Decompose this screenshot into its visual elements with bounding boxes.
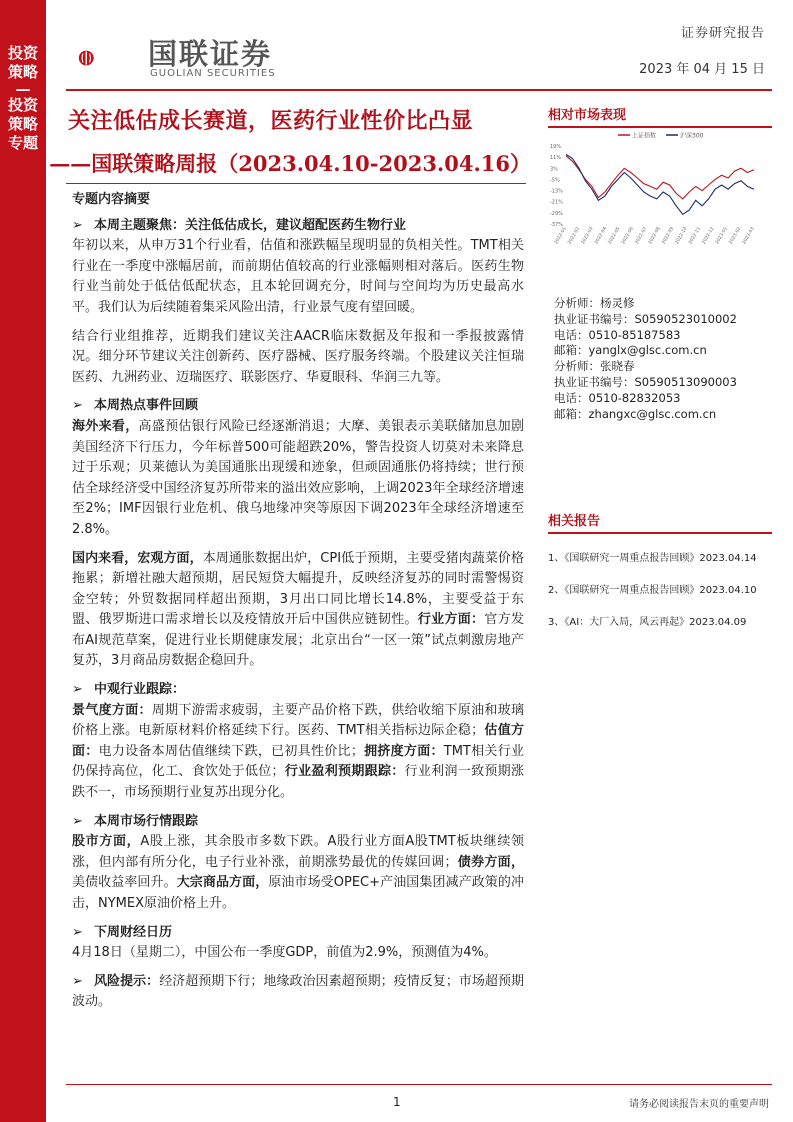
legend-label-shanghai: 上证指数 <box>632 132 657 140</box>
y-tick-label: -29% <box>550 210 563 217</box>
legend-label-hs300: 沪深300 <box>680 132 704 140</box>
x-tick-label: 2022-12 <box>701 226 716 246</box>
x-tick-label: 2022-05 <box>607 226 622 246</box>
chevron-right-icon: ➢ <box>72 973 83 989</box>
section-theme-heading: ➢ 本周主题聚焦：关注低估成长，建议超配医药生物行业 <box>72 216 524 237</box>
analyst-2-email: 邮箱：zhangxc@glsc.com.cn <box>554 406 717 421</box>
analyst-1-name: 分析师：杨灵修 <box>554 296 635 310</box>
market-performance-heading: 相对市场表现 <box>548 104 772 128</box>
section-events-overseas: 海外来看，高盛预估银行风险已经逐渐消退；大摩、美银表示美联储加息加剧美国经济下行压力，今年标普500可能超跌20%，警告投资人切莫对未来降息过于乐观；贝莱德认为美国通胀出现缓和迹象，但顽固通胀仍将持续；世行预估全球经济受中国经济复苏所带来的溢出效应影响，上调2023年全球经济增速至2%；IMF因银行业危机、俄乌地缘冲突等原因下调2023年全球经济增速至2.8%。 <box>72 418 524 537</box>
y-tick-label: 11% <box>550 155 562 162</box>
section-industry-heading: ➢ 中观行业跟踪： <box>72 680 524 701</box>
report-subtitle: ——国联策略周报（2023.04.10-2023.04.16） <box>49 151 531 176</box>
x-tick-label: 2022-09 <box>661 226 676 246</box>
section-risk: ➢ 风险提示：经济超预期下行；地缘政治因素超预期；疫情反复；市场超预期波动。 <box>72 973 524 1010</box>
main-content <box>72 190 524 1013</box>
related-reports <box>548 510 772 630</box>
section-theme-para2: 结合行业组推荐，近期我们建议关注AACR临床数据及年报和一季报披露情况。细分环节建议关注创新药、医疗器械、医疗服务终端。个股建议关注恒瑞医药、九洲药业、迈瑞医疗、联影医疗、华夏眼科、华润三九等。 <box>72 328 524 385</box>
chart-legend <box>618 132 704 140</box>
logo-company-name-en: GUOLIAN SECURITIES <box>150 68 276 79</box>
x-tick-label: 2023-02 <box>728 226 743 246</box>
section-market-heading: ➢ 本周市场行情跟踪 <box>72 812 524 833</box>
analyst-info <box>554 296 737 422</box>
report-date: 2023 年 04 月 15 日 <box>639 62 765 77</box>
x-tick-label: 2022-02 <box>567 226 582 246</box>
y-tick-label: -37% <box>550 222 563 228</box>
x-tick-label: 2022-06 <box>621 226 635 246</box>
analyst-2-cert: 执业证书编号：S0590513090003 <box>554 374 737 389</box>
x-tick-label: 2022-03 <box>580 226 595 246</box>
report-title: 关注低估成长赛道，医药行业性价比凸显 <box>68 108 474 134</box>
x-tick-label: 2023-03 <box>741 226 756 246</box>
related-report-item[interactable]: 3、《AI：大厂入局，风云再起》2023.04.09 <box>548 617 747 628</box>
footer-disclaimer: 请务必阅读报告末页的重要声明 <box>629 1099 769 1110</box>
summary-heading: 专题内容摘要 <box>72 192 151 207</box>
sidebar-category-sub: 投资策略专题 <box>8 96 39 152</box>
footer-divider <box>66 1084 772 1085</box>
sidebar-category: 投资策略 — 投资策略专题 <box>8 44 39 152</box>
x-tick-label: 2023-01 <box>715 226 729 246</box>
analyst-2-phone: 电话：0510-82832053 <box>554 390 681 405</box>
y-tick-label: 3% <box>550 166 558 173</box>
sidebar-band <box>0 0 46 1122</box>
chevron-right-icon: ➢ <box>72 398 83 414</box>
y-tick-label: 19% <box>550 144 562 150</box>
section-industry-para: 景气度方面：周期下游需求疲弱，主要产品价格下跌，供给收缩下原油和玻璃价格上涨。电新原材料价格延续下行。医药、TMT相关指标边际企稳；估值方面：电力设备本周估值继续下跌，已初具性价比；拥挤度方面：TMT相关行业仍保持高位，化工、食饮处于低位；行业盈利预期跟踪：行业利润一致预期涨跌不一，市场预期行业复苏出现分化。 <box>72 702 524 801</box>
logo-company-name: 国联证券 <box>148 37 273 71</box>
related-report-item[interactable]: 2、《国联研究一周重点报告回顾》2023.04.10 <box>548 585 757 596</box>
x-tick-label: 2022-04 <box>594 226 609 246</box>
header-divider <box>66 89 772 91</box>
report-type-label: 证券研究报告 <box>680 26 765 41</box>
x-axis <box>553 226 756 245</box>
x-tick-label: 2022-11 <box>688 226 703 246</box>
chevron-right-icon: ➢ <box>72 682 83 698</box>
x-tick-label: 2022-07 <box>634 226 649 246</box>
section-events-heading: ➢ 本周热点事件回顾 <box>72 396 524 417</box>
x-tick-label: 2022-01 <box>553 226 568 246</box>
section-calendar-para: 4月18日（星期二），中国公布一季度GDP，前值为2.9%，预测值为4%。 <box>72 945 497 961</box>
analyst-1-cert: 执业证书编号：S0590523010002 <box>554 311 737 326</box>
sidebar-category-main: 投资策略 <box>8 44 39 81</box>
y-axis <box>550 144 563 228</box>
section-theme-para1: 年初以来，从申万31个行业看，估值和涨跌幅呈现明显的负相关性。TMT相关行业在一季度中涨幅居前，而前期估值较高的行业涨幅则相对落后。医药生物行业当前处于低估低配状态，且本轮回调充分，时间与空间均为历史最高水平。我们认为后续随着集采风险出清，行业景气度有望回暖。 <box>72 238 524 315</box>
chevron-right-icon: ➢ <box>72 924 83 940</box>
related-report-item[interactable]: 1、《国联研究一周重点报告回顾》2023.04.14 <box>548 553 757 564</box>
page-number: 1 <box>393 1095 401 1109</box>
section-events-domestic: 国内来看，宏观方面，本周通胀数据出炉，CPI低于预期，主要受猪肉蔬菜价格拖累；新增社融大超预期，居民短贷大幅提升，反映经济复苏的同时需警惕资金空转；外贸数据同样超出预期，3月出口同比增长14.8%，主要受益于东盟、俄罗斯进口需求增长以及疫情放开后中国供应链韧性。行业方面：官方发布AI规范草案，促进行业长期健康发展；北京出台“一区一策”试点刺激房地产复苏，3月商品房数据企稳回升。 <box>72 550 524 669</box>
related-reports-heading: 相关报告 <box>548 510 772 534</box>
section-calendar-heading: ➢ 下周财经日历 <box>72 923 524 944</box>
analyst-2-name: 分析师：张晓春 <box>554 359 635 374</box>
x-tick-label: 2022-08 <box>647 226 662 246</box>
title-divider <box>66 183 526 184</box>
chevron-right-icon: ➢ <box>72 217 83 233</box>
y-tick-label: -13% <box>550 188 563 195</box>
section-market-para: 股市方面，A股上涨，其余股市多数下跌。A股行业方面A股TMT板块继续领涨，但内部有所分化，电子行业补涨，前期涨势最优的传媒回调；债券方面，美债收益率回升。大宗商品方面，原油市场受OPEC+产油国集团减产政策的冲击，NYMEX原油价格上升。 <box>72 834 524 911</box>
series-line-hs300 <box>566 154 754 214</box>
x-tick-label: 2022-10 <box>674 226 689 246</box>
market-performance-panel <box>548 104 772 128</box>
y-tick-label: -21% <box>550 199 563 206</box>
guolian-logo-icon <box>78 28 144 88</box>
y-tick-label: -5% <box>550 177 560 184</box>
analyst-1-phone: 电话：0510-85187583 <box>554 327 681 342</box>
chart-lines <box>566 154 754 214</box>
relative-performance-chart <box>548 128 770 268</box>
chevron-right-icon: ➢ <box>72 813 83 829</box>
analyst-1-email: 邮箱：yanglx@glsc.com.cn <box>554 343 707 358</box>
